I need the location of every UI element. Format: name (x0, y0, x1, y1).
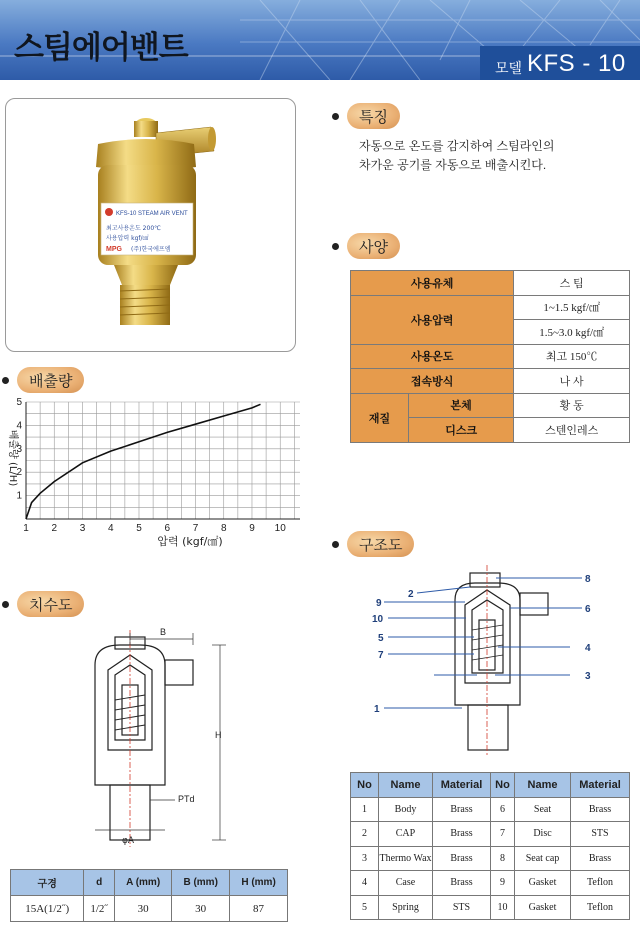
x-tick-label: 3 (79, 523, 86, 534)
table-cell: 30 (172, 896, 230, 922)
table-cell: 15A(1/2˝) (11, 896, 84, 922)
table-cell: 7 (491, 822, 515, 847)
dimension-drawing (60, 625, 290, 850)
table-cell: Brass (571, 846, 630, 871)
header-cell: Material (571, 773, 630, 798)
table-row (351, 846, 630, 871)
table-cell: 6 (491, 797, 515, 822)
callout-5: 5 (378, 633, 384, 644)
discharge-chart (0, 392, 300, 552)
label-line3: 사용압력 kgf/㎠ (106, 235, 149, 242)
bullet-icon (2, 377, 9, 384)
table-cell: Teflon (571, 895, 630, 920)
table-cell: 9 (491, 871, 515, 896)
table-cell: Brass (433, 822, 491, 847)
dim-label-ptd: PTd (178, 794, 195, 804)
x-tick-label: 2 (51, 523, 58, 534)
discharge-curve (26, 404, 261, 519)
dim-label-b: B (160, 627, 167, 637)
x-tick-label: 9 (249, 523, 255, 534)
y-axis-label: 배출량 (L/H) (7, 429, 18, 487)
spec-value: 스텐인레스 (514, 418, 630, 443)
table-row (11, 896, 288, 922)
header-cell: No (491, 773, 515, 798)
callout-6: 6 (585, 604, 591, 615)
page-title: 스팀에어밴트 (14, 30, 188, 65)
section-features-heading (332, 102, 400, 130)
header-cell: H (mm) (230, 870, 288, 896)
table-cell: Brass (571, 797, 630, 822)
label-line1: KFS-10 STEAM AIR VENT (116, 211, 188, 217)
bullet-icon (332, 243, 339, 250)
spec-value: 1~1.5 kgf/㎠ (514, 295, 630, 320)
header-cell: A (mm) (115, 870, 172, 896)
section-dimensions-heading (2, 590, 84, 618)
table-cell: 30 (115, 896, 172, 922)
spec-label: 사용유체 (351, 271, 514, 296)
callout-3: 3 (585, 671, 591, 682)
table-cell: Thermo Wax (379, 846, 433, 871)
product-photo (6, 99, 297, 353)
table-cell: Teflon (571, 871, 630, 896)
table-cell: STS (433, 895, 491, 920)
bullet-icon (332, 541, 339, 548)
dimension-table (10, 869, 288, 922)
spec-row-temp (351, 344, 630, 369)
callout-2: 2 (408, 589, 414, 600)
model-label: 모델 (495, 60, 523, 76)
dim-label-h: H (215, 730, 222, 740)
table-cell: 8 (491, 846, 515, 871)
header-cell: B (mm) (172, 870, 230, 896)
spec-row-fluid (351, 271, 630, 296)
table-cell: Seat (515, 797, 571, 822)
spec-table (350, 270, 630, 443)
label-line2: 최고사용온도 200℃ (106, 225, 161, 232)
x-tick-label: 8 (220, 523, 227, 534)
spec-value: 최고 150℃ (514, 344, 630, 369)
table-cell: 5 (351, 895, 379, 920)
dim-label-a: φA (122, 836, 135, 846)
spec-value: 스 팀 (514, 271, 630, 296)
section-label: 구조도 (347, 531, 414, 557)
spec-label: 접속방식 (351, 369, 514, 394)
y-tick-label: 5 (16, 397, 22, 408)
spec-value: 나 사 (514, 369, 630, 394)
table-cell: Brass (433, 797, 491, 822)
header-cell: Material (433, 773, 491, 798)
table-header-row (11, 870, 288, 896)
callout-7: 7 (378, 650, 384, 661)
table-cell: Seat cap (515, 846, 571, 871)
spec-row-pressure (351, 295, 630, 320)
table-cell: Case (379, 871, 433, 896)
spec-label: 사용압력 (351, 295, 514, 344)
table-cell: 87 (230, 896, 288, 922)
x-tick-label: 6 (164, 523, 171, 534)
table-row (351, 871, 630, 896)
model-number: KFS - 10 (527, 50, 626, 77)
callout-4: 4 (585, 643, 591, 654)
spec-label: 사용온도 (351, 344, 514, 369)
x-axis-label: 압력 (kgf/㎠) (157, 535, 223, 548)
table-cell: STS (571, 822, 630, 847)
spec-label: 본체 (409, 393, 514, 418)
table-cell: Spring (379, 895, 433, 920)
table-cell: Disc (515, 822, 571, 847)
section-label: 치수도 (17, 591, 84, 617)
table-cell: 3 (351, 846, 379, 871)
spec-value: 황 동 (514, 393, 630, 418)
label-brand: MPG (106, 246, 122, 253)
section-label: 배출량 (17, 367, 84, 393)
table-cell: 10 (491, 895, 515, 920)
chart-grid (26, 402, 300, 519)
feature-line: 자동으로 온도를 감지하여 스팀라인의 (359, 139, 555, 153)
x-tick-label: 5 (136, 523, 142, 534)
y-tick-label: 2 (16, 467, 22, 479)
y-tick-label: 1 (16, 490, 22, 502)
parts-table (350, 772, 630, 920)
table-cell: 1 (351, 797, 379, 822)
bullet-icon (2, 601, 9, 608)
spec-value: 1.5~3.0 kgf/㎠ (514, 320, 630, 345)
x-tick-label: 4 (107, 523, 114, 534)
header-cell: Name (515, 773, 571, 798)
header-cell: 구경 (11, 870, 84, 896)
spec-label: 재질 (351, 393, 409, 442)
table-row (351, 895, 630, 920)
x-tick-label: 10 (274, 523, 286, 534)
feature-line: 차가운 공기를 자동으로 배출시킨다. (359, 158, 547, 172)
product-photo-frame (5, 98, 296, 352)
section-label: 특징 (347, 103, 400, 129)
feature-description (359, 137, 629, 175)
section-structure-heading (332, 530, 414, 558)
bullet-icon (332, 113, 339, 120)
callout-1: 1 (374, 704, 380, 715)
section-label: 사양 (347, 233, 400, 259)
header-cell: Name (379, 773, 433, 798)
table-cell: Body (379, 797, 433, 822)
table-cell: 1/2˝ (84, 896, 115, 922)
table-cell: 4 (351, 871, 379, 896)
table-cell: Brass (433, 871, 491, 896)
header-cell: No (351, 773, 379, 798)
table-header-row (351, 773, 630, 798)
y-tick-label: 4 (16, 420, 22, 432)
y-tick-label: 3 (16, 443, 22, 455)
callout-8: 8 (585, 574, 591, 585)
section-discharge-heading (2, 366, 84, 394)
callout-9: 9 (376, 598, 382, 609)
x-tick-label: 7 (192, 523, 199, 534)
table-cell: Gasket (515, 871, 571, 896)
x-tick-label: 1 (23, 523, 29, 534)
spec-label: 디스크 (409, 418, 514, 443)
table-cell: Brass (433, 846, 491, 871)
table-row (351, 797, 630, 822)
table-cell: 2 (351, 822, 379, 847)
structure-drawing (370, 565, 630, 760)
label-maker: (주)한국에프엠 (131, 246, 171, 253)
table-cell: Gasket (515, 895, 571, 920)
table-cell: CAP (379, 822, 433, 847)
spec-row-connection (351, 369, 630, 394)
section-specs-heading (332, 232, 400, 260)
table-row (351, 822, 630, 847)
header-cell: d (84, 870, 115, 896)
callout-10: 10 (372, 614, 384, 625)
spec-row-body (351, 393, 630, 418)
